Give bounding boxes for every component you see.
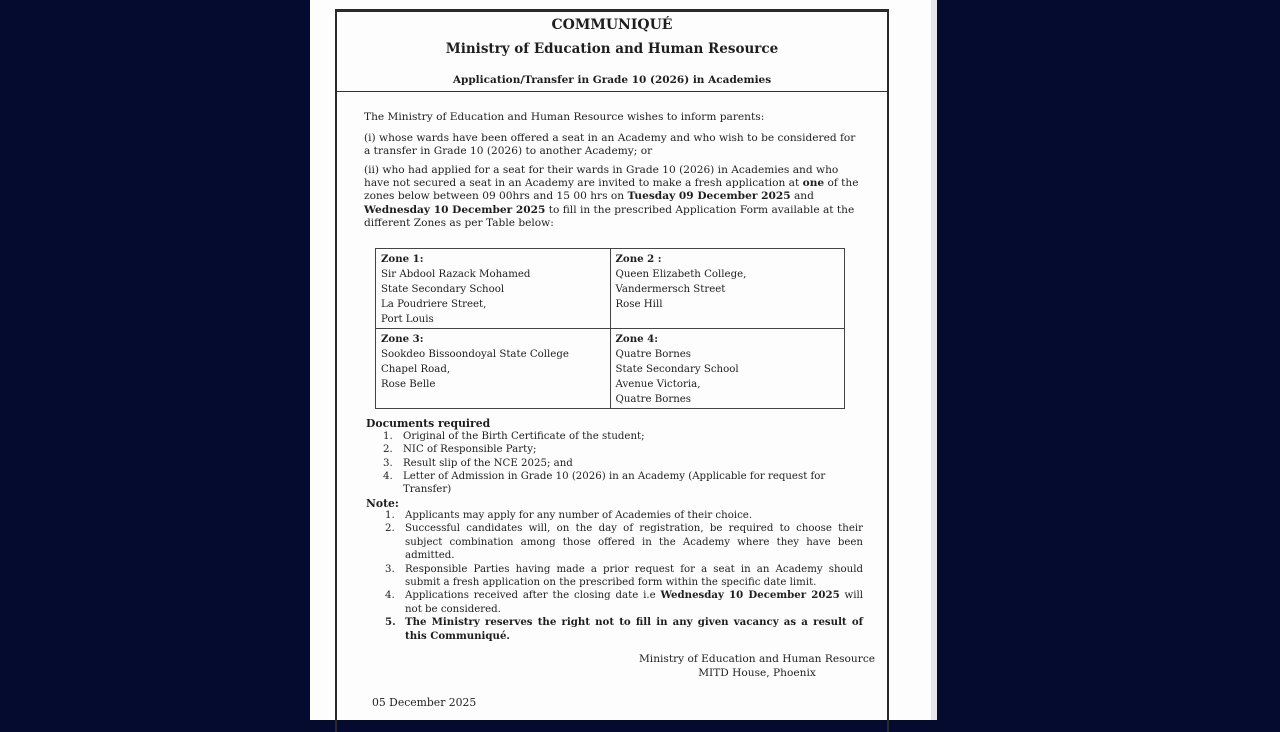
zone-line: Port Louis (381, 314, 434, 325)
document-frame (335, 9, 889, 732)
list-item (383, 457, 863, 470)
zone-line: Sookdeo Bissoondoyal State College (381, 349, 569, 360)
intro-paragraph: The Ministry of Education and Human Resource wishes to inform parents: (364, 111, 765, 123)
zone-line: Quatre Bornes (615, 394, 692, 405)
zone-line: Quatre Bornes (615, 349, 692, 360)
list-text-b: will not be considered. (405, 590, 863, 615)
paragraph-ii-bold-one: one (802, 177, 825, 190)
document-date: 05 December 2025 (372, 696, 477, 709)
list-text: Responsible Parties having made a prior request for a seat in an Academy should submit a fresh application on the prescribed form within the specific date limit. (405, 563, 863, 589)
list-number: 1. (385, 510, 395, 521)
zone-line: Rose Belle (381, 379, 436, 390)
subject-heading: Application/Transfer in Grade 10 (2026) in Academies (452, 74, 772, 86)
documents-required-heading: Documents required (366, 417, 491, 430)
list-item (385, 589, 863, 616)
list-text: Original of the Birth Certificate of the student; (403, 431, 645, 442)
paragraph-ii-date-1: Tuesday 09 December 2025 (627, 190, 791, 203)
list-number: 2. (383, 444, 393, 456)
zone-cell (376, 249, 611, 329)
list-item (383, 443, 863, 456)
list-text: Letter of Admission in Grade 10 (2026) in an Academy (Applicable for request for Transfer) (403, 470, 826, 496)
zone-cell (376, 329, 611, 409)
paragraph-ii-text-a: (ii) who had applied for a seat for their wards in Grade 10 (2026) in Academies and who have not secured a seat in an Academy are invited to make a fresh application at (364, 164, 839, 190)
zone-line: State Secondary School (615, 364, 739, 375)
zone-line: State Secondary School (381, 284, 505, 295)
zone-line: Vandermersch Street (615, 284, 726, 295)
zones-row (376, 329, 845, 409)
list-item (385, 563, 863, 590)
list-number: 3. (385, 563, 395, 575)
zones-row (376, 249, 845, 329)
list-text: The Ministry reserves the right not to fill in any given vacancy as a result of this Communiqué. (405, 616, 863, 642)
list-item (385, 616, 863, 643)
zone-line: Sir Abdool Razack Mohamed (381, 269, 531, 280)
list-item (383, 470, 863, 497)
zone-title: Zone 3: (381, 333, 424, 345)
zone-line: Queen Elizabeth College, (615, 269, 747, 280)
paragraph-i: (i) whose wards have been offered a seat in an Academy and who wish to be considered for a transfer in Grade 10 (2026) to another Academy; or (364, 132, 856, 158)
list-number: 4. (385, 590, 395, 602)
zone-cell (610, 249, 845, 329)
header-divider (337, 91, 887, 92)
list-text: NIC of Responsible Party; (403, 444, 537, 456)
paragraph-ii (364, 164, 864, 230)
signature-line-2: MITD House, Phoenix (698, 666, 816, 679)
list-number: 1. (383, 431, 393, 442)
issuer-heading: Ministry of Education and Human Resource (445, 41, 779, 57)
list-number: 5. (385, 616, 396, 629)
zone-title: Zone 2 : (615, 253, 662, 265)
note-heading: Note: (366, 497, 399, 510)
zone-line: Avenue Victoria, (615, 379, 701, 390)
list-item (385, 522, 863, 562)
documents-list (383, 430, 863, 496)
paragraph-ii-date-2: Wednesday 10 December 2025 (364, 203, 546, 216)
zone-cell (610, 329, 845, 409)
signature-line-1: Ministry of Education and Human Resource (638, 653, 876, 665)
document-title: COMMUNIQUÉ (551, 17, 673, 33)
list-text-a: Applications received after the closing date i.e (405, 590, 661, 602)
list-item (383, 430, 863, 443)
paragraph-ii-text-c: and (790, 190, 814, 203)
list-text: Applicants may apply for any number of Academies of their choice. (405, 510, 753, 521)
list-text: Successful candidates will, on the day of registration, be required to choose their subject combination among those offered in the Academy where they have been admitted. (405, 523, 863, 562)
notes-list (385, 509, 863, 643)
document-page (310, 0, 937, 720)
zone-line: Rose Hill (615, 299, 663, 310)
list-number: 3. (383, 457, 393, 469)
list-number: 4. (383, 470, 393, 482)
paragraph-ii-text-d: to fill in the prescribed Application Form available at the different Zones as per Table below: (364, 203, 855, 229)
zone-line: La Poudriere Street, (381, 299, 487, 310)
list-text-bold: Wednesday 10 December 2025 (660, 589, 840, 602)
list-number: 2. (385, 523, 395, 535)
signature-block (627, 653, 887, 680)
zones-table (375, 248, 845, 409)
zone-line: Chapel Road, (381, 364, 451, 375)
zone-title: Zone 1: (381, 253, 424, 265)
zone-title: Zone 4: (615, 333, 659, 345)
paragraph-ii-text-b: of the zones below between 09 00hrs and 15 00 hrs on (364, 177, 859, 203)
list-item (385, 509, 863, 522)
list-text: Result slip of the NCE 2025; and (403, 457, 573, 469)
